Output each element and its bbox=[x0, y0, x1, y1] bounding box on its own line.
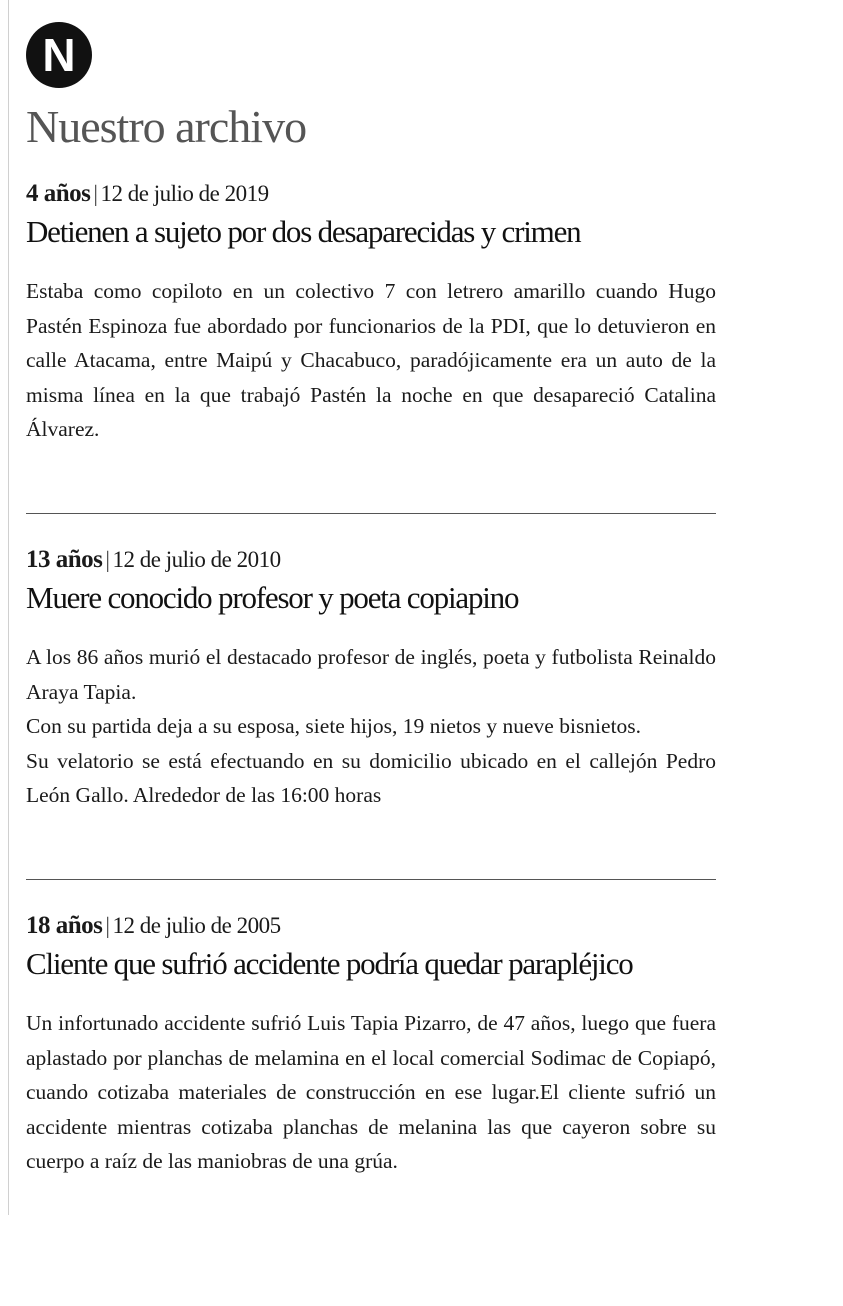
meta-separator: | bbox=[105, 913, 110, 938]
entry-meta bbox=[26, 912, 716, 940]
entry-divider bbox=[26, 879, 716, 880]
entry-paragraph: Un infortunado accidente sufrió Luis Tapia Pizarro, de 47 años, luego que fuera aplastado por planchas de melamina en el local comercial Sodimac de Copiapó, cuando cotizaba materiales de construcción en ese lugar.El cliente sufrió un accidente mientras cotizaba planchas de melanina las que cayeron sobre su cuerpo a raíz de las maniobras de una grúa. bbox=[26, 1011, 716, 1173]
meta-separator: | bbox=[93, 181, 98, 206]
archive-entry bbox=[26, 912, 716, 1179]
entry-date: 12 de julio de 2010 bbox=[112, 547, 281, 572]
entry-body bbox=[26, 274, 716, 447]
meta-separator: | bbox=[105, 547, 110, 572]
entry-headline: Detienen a sujeto por dos desaparecidas y crimen bbox=[26, 214, 581, 249]
section-title: Nuestro archivo bbox=[26, 101, 307, 152]
entry-body bbox=[26, 640, 716, 813]
entry-paragraph: Con su partida deja a su esposa, siete hijos, 19 nietos y nueve bisnietos. bbox=[26, 714, 642, 738]
entry-headline: Cliente que sufrió accidente podría quedar parapléjico bbox=[26, 946, 633, 981]
entry-paragraph: Estaba como copiloto en un colectivo 7 con letrero amarillo cuando Hugo Pastén Espinoza fue abordado por funcionarios de la PDI, que lo detuvieron en calle Atacama, entre Maipú y Chacabuco, paradójicamente era un auto de la misma línea en la que trabajó Pastén la noche en que desapareció Catalina Álvarez. bbox=[26, 279, 716, 441]
archive-entry bbox=[26, 546, 716, 813]
left-margin-rule bbox=[8, 0, 9, 1215]
years-ago: 13 años bbox=[26, 546, 103, 573]
entry-divider bbox=[26, 513, 716, 514]
entry-date: 12 de julio de 2019 bbox=[100, 181, 269, 206]
entry-meta bbox=[26, 546, 716, 574]
newspaper-logo-icon bbox=[26, 22, 92, 88]
archive-entry bbox=[26, 180, 716, 447]
entry-meta bbox=[26, 180, 716, 208]
entry-paragraph: Su velatorio se está efectuando en su domicilio ubicado en el callejón Pedro León Gallo. Alrededor de las 16:00 horas bbox=[26, 748, 716, 807]
entry-paragraph: A los 86 años murió el destacado profesor de inglés, poeta y futbolista Reinaldo Araya Tapia. bbox=[26, 645, 716, 704]
years-ago: 4 años bbox=[26, 180, 91, 207]
entry-body bbox=[26, 1006, 716, 1179]
logo-letter: N bbox=[42, 29, 76, 81]
years-ago: 18 años bbox=[26, 912, 103, 939]
entry-headline: Muere conocido profesor y poeta copiapino bbox=[26, 580, 519, 615]
entry-date: 12 de julio de 2005 bbox=[112, 913, 281, 938]
